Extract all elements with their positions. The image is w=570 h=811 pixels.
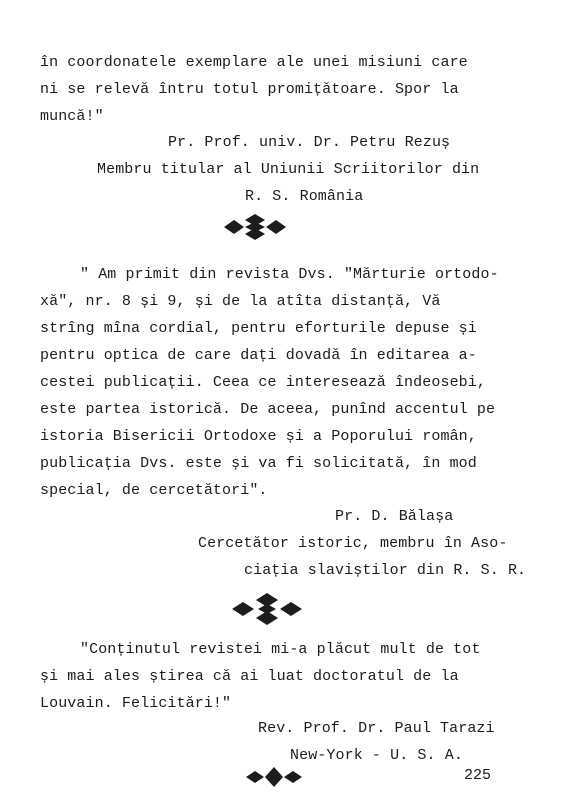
text-line: istoria Bisericii Ortodoxe și a Poporului român, (40, 428, 477, 445)
text-line: muncă!" (40, 108, 104, 125)
text-line: Louvain. Felicitări!" (40, 695, 232, 712)
text-line: "Conținutul revistei mi-a plăcut mult de tot (80, 641, 481, 658)
signature-name: Pr. Prof. univ. Dr. Petru Rezuș (168, 134, 451, 151)
diamond-cluster-icon (232, 593, 302, 625)
diamond-cluster-icon (224, 214, 286, 240)
page-number: 225 (464, 767, 492, 784)
text-line: special, de cercetători". (40, 482, 268, 499)
text-line: xă", nr. 8 și 9, și de la atîta distanță, Vă (40, 293, 441, 310)
text-line: și mai ales știrea că ai luat doctoratul de la (40, 668, 459, 685)
signature-title: ciația slaviștilor din R. S. R. (244, 562, 527, 579)
text-line: în coordonatele exemplare ale unei misiuni care (40, 54, 468, 71)
text-line: este partea istorică. De aceea, punînd accentul pe (40, 401, 496, 418)
text-line: pentru optica de care dați dovadă în editarea a- (40, 347, 477, 364)
text-line: cestei publicații. Ceea ce interesează îndeosebi, (40, 374, 486, 391)
signature-name: Rev. Prof. Dr. Paul Tarazi (258, 720, 495, 737)
text-line: " Am primit din revista Dvs. "Mărturie ortodo- (80, 266, 499, 283)
signature-title: Cercetător istoric, membru în Aso- (198, 535, 508, 552)
signature-name: Pr. D. Bălașa (335, 508, 454, 525)
text-line: publicația Dvs. este și va fi solicitată, în mod (40, 455, 477, 472)
text-line: ni se relevă întru totul promițătoare. Spor la (40, 81, 459, 98)
diamond-cluster-icon (246, 767, 302, 787)
signature-title: New-York - U. S. A. (290, 747, 463, 764)
signature-title: Membru titular al Uniunii Scriitorilor din (97, 161, 480, 178)
signature-title: R. S. România (245, 188, 364, 205)
text-line: strîng mîna cordial, pentru eforturile depuse și (40, 320, 477, 337)
